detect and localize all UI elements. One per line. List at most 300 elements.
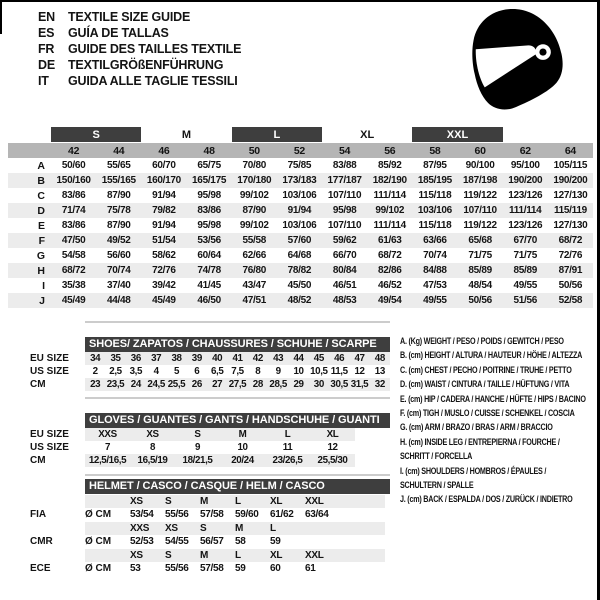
size-cell: 2 — [92, 365, 98, 377]
measurement-cell: 45/50 — [287, 280, 312, 291]
measurement-cell: 50/56 — [558, 280, 583, 291]
size-cell: 2,5 — [109, 365, 122, 377]
separator-rule — [85, 474, 390, 476]
row-values — [130, 495, 340, 509]
size-cell: 63/64 — [305, 509, 329, 521]
size-cell: XS — [130, 495, 143, 507]
measurement-cell: 57/60 — [287, 235, 312, 246]
language-code: IT — [38, 74, 49, 88]
diameter-unit-label — [85, 549, 130, 563]
table-row — [30, 352, 390, 365]
measurement-cell: 160/170 — [146, 175, 181, 186]
measurement-cell: 190/200 — [508, 175, 543, 186]
textile-size-table — [8, 127, 593, 308]
size-header-xl: XL — [360, 128, 375, 141]
table-row — [30, 522, 385, 536]
table-row — [30, 378, 390, 391]
standard-label — [30, 549, 85, 563]
measurement-cell: 107/110 — [463, 205, 497, 216]
size-cell: XS — [130, 549, 143, 561]
size-cell: 55/56 — [165, 509, 189, 521]
measurement-cell: 99/102 — [239, 190, 269, 201]
standard-label — [30, 495, 85, 509]
size-cell: 26 — [191, 378, 202, 390]
size-cell: S — [165, 495, 172, 507]
numeric-size-cell: 50 — [248, 144, 260, 157]
measurement-cell: 50/60 — [61, 160, 86, 171]
size-cell: 41 — [232, 352, 243, 364]
measurement-cell: 39/42 — [152, 280, 176, 291]
measurement-cell: 60/64 — [197, 250, 221, 261]
size-cell: 4 — [153, 365, 159, 377]
row-letter-label: C — [37, 189, 45, 202]
table-row — [30, 562, 385, 576]
size-cell: XS — [165, 522, 178, 534]
legend-line: H. (cm) INSIDE LEG / ENTREPIERNA / FOURCHE / — [400, 436, 560, 447]
size-cell: XS — [146, 429, 159, 440]
size-cell: 16,5/19 — [137, 455, 168, 466]
size-cell: 8 — [255, 365, 261, 377]
measurement-cell: 35/38 — [61, 280, 86, 291]
size-cell: S — [165, 549, 172, 561]
language-title-text: GUIDA ALLE TAGLIE TESSILI — [68, 74, 238, 88]
measurement-cell: 190/200 — [553, 175, 588, 186]
measurement-cell: 91/94 — [152, 220, 176, 231]
language-title-row — [38, 25, 241, 41]
measurement-cell: 72/76 — [152, 265, 176, 276]
table-row — [30, 428, 355, 441]
row-values — [85, 352, 390, 365]
gloves-table — [30, 428, 355, 467]
size-cell: 3,5 — [129, 365, 143, 377]
size-cell: 53 — [130, 563, 141, 575]
table-row — [30, 535, 385, 549]
size-cell: 25,5 — [167, 378, 186, 390]
language-title-text: GUÍA DE TALLAS — [68, 26, 169, 40]
size-cell: 23 — [90, 378, 101, 390]
row-band — [85, 535, 385, 549]
size-cell: 36 — [130, 352, 141, 364]
measurement-cell: 85/89 — [513, 265, 537, 276]
measurement-cell: 82/86 — [377, 265, 402, 276]
size-cell: 29 — [293, 378, 304, 390]
language-code: EN — [38, 10, 55, 24]
size-cell: 11,5 — [330, 365, 348, 377]
measurement-cell: 55/58 — [242, 235, 266, 246]
language-title-text: GUIDE DES TAILLES TEXTILE — [68, 42, 242, 56]
size-cell: 48 — [374, 352, 385, 364]
measurement-cell: 83/88 — [332, 160, 357, 171]
measurement-cell: 66/70 — [332, 250, 357, 261]
measurement-cell: 45/49 — [61, 295, 86, 306]
numeric-size-cell: 42 — [68, 144, 80, 157]
size-cell: XL — [270, 549, 283, 561]
size-cell: 6 — [194, 365, 200, 377]
size-cell: L — [284, 429, 291, 440]
measurement-cell: 71/75 — [513, 250, 537, 261]
legend-line: C. (cm) CHEST / PECHO / POITRINE / TRUHE / PETTO — [400, 364, 572, 375]
numeric-size-cell: 62 — [519, 144, 531, 157]
table-row — [30, 454, 355, 467]
measurement-cell: 95/100 — [510, 160, 540, 171]
measurement-cell: 71/75 — [468, 250, 492, 261]
measurement-cell: 41/45 — [197, 280, 221, 291]
size-cell: 46 — [334, 352, 345, 364]
row-letter-label: J — [39, 294, 45, 307]
size-cell: S — [194, 429, 201, 440]
row-values — [85, 454, 355, 467]
measurement-cell: 111/114 — [509, 205, 542, 216]
measurement-cell: 115/118 — [418, 190, 452, 201]
table-row — [8, 203, 593, 218]
size-cell: 6,5 — [210, 365, 224, 377]
size-cell: 9 — [194, 442, 201, 453]
measurement-cell: 65/75 — [197, 160, 221, 171]
size-cell: 38 — [171, 352, 182, 364]
measurement-cell: 46/52 — [377, 280, 402, 291]
standard-label: CMR — [30, 536, 53, 548]
measurement-cell: 83/86 — [61, 190, 86, 201]
standard-label: ECE — [30, 563, 51, 575]
separator-rule — [85, 321, 390, 323]
measurement-cell: 95/98 — [197, 220, 221, 231]
row-letter-label: I — [42, 279, 45, 292]
measurement-cell: 111/114 — [373, 220, 406, 231]
table-row — [8, 233, 593, 248]
row-values — [85, 441, 355, 454]
size-cell — [305, 522, 340, 536]
measurement-cell: 107/110 — [327, 190, 362, 201]
size-header-row — [8, 127, 593, 142]
measurement-cell: 70/74 — [106, 265, 131, 276]
measurement-cell: 80/84 — [332, 265, 357, 276]
standard-label: FIA — [30, 509, 47, 521]
measurement-cell: 48/53 — [332, 295, 357, 306]
measurement-cell: 43/47 — [242, 280, 266, 291]
size-cell: 10 — [237, 442, 248, 453]
size-cell: 28,5 — [269, 378, 287, 390]
measurement-cell: 87/90 — [242, 205, 266, 216]
size-cell: 30,5 — [330, 378, 348, 390]
measurement-cell: 127/130 — [553, 190, 588, 201]
row-letter-label: A — [37, 159, 45, 172]
size-cell: 53/54 — [130, 509, 154, 521]
size-cell: 32 — [374, 378, 385, 390]
measurement-cell: 47/51 — [242, 295, 266, 306]
measurement-cell: 53/56 — [197, 235, 221, 246]
row-label: CM — [30, 378, 46, 390]
legend-line: D. (cm) WAIST / CINTURA / TAILLE / HÜFTUNG / VITA — [400, 379, 570, 390]
measurement-cell: 107/110 — [327, 220, 362, 231]
legend-line: E. (cm) HIP / CADERA / HANCHE / HÜFTE / HIPS / BACINO — [400, 393, 586, 404]
row-letter-label: E — [37, 219, 45, 232]
size-cell: 57/58 — [200, 563, 224, 575]
size-cell: 24 — [130, 378, 141, 390]
measurement-cell: 85/92 — [377, 160, 402, 171]
size-cell: 45 — [313, 352, 324, 364]
row-label: CM — [30, 455, 46, 466]
measurement-cell: 68/72 — [558, 235, 583, 246]
separator-rule — [85, 397, 390, 399]
size-cell: 61/62 — [270, 509, 294, 521]
row-values — [85, 365, 390, 378]
diameter-unit-label: Ø CM — [85, 536, 112, 548]
size-cell — [305, 535, 340, 549]
size-cell: 58 — [235, 536, 246, 548]
row-letter-label: G — [36, 249, 45, 262]
table-row — [8, 158, 593, 173]
measurement-rows — [8, 158, 593, 308]
measurement-cell: 165/175 — [192, 175, 227, 186]
measurement-cell: 75/78 — [106, 205, 131, 216]
row-band — [85, 508, 385, 522]
size-cell: 27 — [212, 378, 223, 390]
measurement-cell: 91/94 — [287, 205, 312, 216]
measurement-cell: 83/86 — [61, 220, 86, 231]
measurement-cell: 46/50 — [197, 295, 221, 306]
size-cell: 39 — [191, 352, 202, 364]
measurement-cell: 103/106 — [282, 190, 317, 201]
size-cell: 24,5 — [147, 378, 165, 390]
measurement-cell: 44/48 — [106, 295, 131, 306]
measurement-cell: 79/82 — [152, 205, 176, 216]
size-cell: 8 — [149, 442, 156, 453]
measurement-cell: 54/58 — [61, 250, 86, 261]
table-row — [8, 263, 593, 278]
measurement-cell: 60/70 — [152, 160, 176, 171]
measurement-cell: 127/130 — [553, 220, 588, 231]
numeric-size-cell: 58 — [429, 144, 441, 157]
table-row — [8, 248, 593, 263]
row-letter-label: B — [37, 174, 45, 187]
language-code: DE — [38, 58, 55, 72]
numeric-size-cell: 44 — [113, 144, 125, 157]
legend-line: G. (cm) ARM / BRAZO / BRAS / ARM / BRACCIO — [400, 422, 553, 433]
numeric-size-cell: 46 — [158, 144, 170, 157]
size-header-xxl: XXL — [412, 127, 502, 142]
measurement-cell: 51/56 — [513, 295, 537, 306]
numeric-size-row — [8, 143, 593, 158]
measurement-cell: 85/89 — [468, 265, 492, 276]
size-cell: 18/21,5 — [182, 455, 213, 466]
language-title-row — [38, 73, 241, 89]
measurement-cell: 52/58 — [558, 295, 583, 306]
size-cell: 40 — [212, 352, 223, 364]
measurement-cell: 58/62 — [152, 250, 176, 261]
measurement-cell: 56/60 — [106, 250, 131, 261]
measurement-cell: 115/119 — [553, 205, 587, 216]
measurement-cell: 87/91 — [558, 265, 583, 276]
row-label: EU SIZE — [30, 352, 69, 364]
size-header-l: L — [232, 127, 322, 142]
measurement-cell: 63/66 — [423, 235, 447, 246]
measurement-cell: 119/122 — [463, 190, 497, 201]
language-title-row — [38, 57, 241, 73]
measurement-cell: 105/115 — [553, 160, 588, 171]
measurement-cell: 123/126 — [508, 220, 543, 231]
row-values — [85, 378, 390, 391]
diameter-unit-label — [85, 495, 130, 509]
size-cell: 23/26,5 — [272, 455, 303, 466]
measurement-cell: 185/195 — [417, 175, 452, 186]
size-cell: M — [200, 495, 209, 507]
size-cell: XL — [270, 495, 283, 507]
language-title-row — [38, 41, 241, 57]
language-code: FR — [38, 42, 55, 56]
numeric-size-row-spacer — [8, 143, 51, 158]
measurement-cell: 84/88 — [423, 265, 447, 276]
size-cell: 59/60 — [235, 509, 259, 521]
size-cell: 37 — [151, 352, 162, 364]
size-cell: 9 — [275, 365, 281, 377]
shoes-table — [30, 352, 390, 391]
measurement-cell: 48/52 — [287, 295, 312, 306]
numeric-size-cell: 48 — [203, 144, 215, 157]
legend-line: SCHRITT / FORCELLA — [400, 451, 473, 462]
measurement-cell: 51/54 — [152, 235, 176, 246]
numeric-size-cell: 64 — [564, 144, 576, 157]
measurement-cell: 71/74 — [61, 205, 86, 216]
table-row — [30, 441, 355, 454]
size-cell: XXL — [305, 549, 324, 561]
measurement-cell: 170/180 — [237, 175, 272, 186]
table-row — [8, 278, 593, 293]
size-cell: 44 — [293, 352, 304, 364]
diameter-unit-label — [85, 522, 130, 536]
measurement-cell: 55/65 — [106, 160, 131, 171]
legend-line: F. (cm) TIGH / MUSLO / CUISSE / SCHENKEL / COSCIA — [400, 407, 575, 418]
diameter-unit-label: Ø CM — [85, 563, 112, 575]
table-row — [30, 549, 385, 563]
gloves-table-header: GLOVES / GUANTES / GANTS / HANDSCHUHE / GUANTI — [85, 413, 390, 428]
size-cell: XXS — [98, 429, 117, 440]
size-cell: 52/53 — [130, 536, 154, 548]
size-cell: 57/58 — [200, 509, 224, 521]
size-cell: 5 — [173, 365, 180, 377]
measurement-cell: 99/102 — [239, 220, 269, 231]
legend-line: I. (cm) SHOULDERS / HOMBROS / ÉPAULES / — [400, 465, 547, 476]
row-label: US SIZE — [30, 442, 69, 453]
numeric-size-cell: 54 — [339, 144, 351, 157]
row-values — [130, 535, 340, 549]
row-band — [85, 562, 385, 576]
size-cell: 27,5 — [228, 378, 247, 390]
measurement-cell: 62/66 — [242, 250, 266, 261]
size-cell: 10 — [293, 365, 304, 377]
measurement-cell: 76/80 — [242, 265, 266, 276]
size-cell: 12 — [354, 365, 365, 377]
language-title-text: TEXTILE SIZE GUIDE — [68, 10, 191, 24]
measurement-cell: 91/94 — [152, 190, 176, 201]
row-letter-label: D — [37, 204, 45, 217]
helmet-table — [30, 495, 385, 576]
page-left-border — [0, 0, 2, 34]
measurement-cell: 65/68 — [468, 235, 492, 246]
table-row — [30, 508, 385, 522]
measurement-cell: 87/90 — [106, 190, 131, 201]
measurement-cell: 75/85 — [287, 160, 312, 171]
size-cell: 47 — [354, 352, 365, 364]
row-band — [85, 522, 385, 536]
size-cell: M — [235, 522, 244, 534]
measurement-cell: 46/51 — [332, 280, 357, 291]
measurement-cell: 103/106 — [417, 205, 452, 216]
size-cell: 23,5 — [106, 378, 125, 390]
measurement-cell: 155/165 — [101, 175, 136, 186]
row-letter-label: F — [38, 234, 45, 247]
legend-line: A. (Kg) WEIGHT / PESO / POIDS / GEWITCH / PESO — [400, 336, 564, 346]
table-row — [30, 365, 390, 378]
measurement-cell: 68/72 — [377, 250, 402, 261]
numeric-size-cell: 60 — [474, 144, 486, 157]
row-values — [130, 508, 340, 522]
size-cell: M — [200, 549, 209, 561]
size-cell: XXS — [130, 522, 150, 534]
measurement-cell: 95/98 — [332, 205, 357, 216]
size-cell: 7 — [104, 442, 111, 453]
table-row — [8, 218, 593, 233]
table-row — [30, 495, 385, 509]
measurement-cell: 173/183 — [282, 175, 317, 186]
measurement-cell: 78/82 — [287, 265, 312, 276]
standard-label — [30, 522, 85, 536]
size-cell: 34 — [90, 352, 101, 364]
language-title-text: TEXTILGRÖßENFÜHRUNG — [68, 58, 224, 72]
row-values — [130, 549, 340, 563]
measurement-cell: 47/50 — [61, 235, 86, 246]
measurement-cell: 111/114 — [373, 190, 406, 201]
measurement-cell: 50/56 — [468, 295, 492, 306]
size-cell: 28 — [252, 378, 263, 390]
row-values — [85, 428, 355, 441]
size-cell: 35 — [110, 352, 121, 364]
size-cell: 60 — [270, 563, 281, 575]
measurement-cell: 90/100 — [465, 160, 495, 171]
size-cell: M — [238, 429, 247, 440]
table-row — [8, 188, 593, 203]
size-cell: 55/56 — [165, 563, 189, 575]
row-values — [130, 522, 340, 536]
size-cell: 31,5 — [350, 378, 369, 390]
measurement-cell: 182/190 — [372, 175, 407, 186]
measurement-cell: 99/102 — [375, 205, 405, 216]
size-cell: 7,5 — [231, 365, 244, 377]
size-cell: 12 — [327, 442, 338, 453]
size-header-m: M — [181, 128, 192, 141]
row-letter-label: H — [37, 264, 45, 277]
row-band — [85, 549, 385, 563]
size-cell: 13 — [374, 365, 385, 377]
numeric-size-cell: 56 — [384, 144, 396, 157]
table-row — [8, 293, 593, 308]
size-cell: 61 — [305, 563, 316, 575]
row-label: EU SIZE — [30, 429, 69, 440]
measurement-cell: 123/126 — [508, 190, 543, 201]
size-cell: 43 — [273, 352, 284, 364]
helmet-icon — [448, 0, 573, 112]
numeric-size-cell: 52 — [293, 144, 305, 157]
size-cell: L — [270, 522, 276, 534]
measurement-cell: 47/53 — [423, 280, 447, 291]
language-title-row — [38, 9, 241, 25]
size-cell: 56/57 — [200, 536, 224, 548]
row-band — [85, 495, 385, 509]
measurement-cell: 177/187 — [327, 175, 362, 186]
shoes-table-header: SHOES/ ZAPATOS / CHAUSSURES / SCHUHE / SCARPE — [85, 337, 390, 352]
size-header-s: S — [51, 127, 141, 142]
measurement-cell: 115/118 — [418, 220, 452, 231]
measurement-cell: 61/63 — [377, 235, 402, 246]
